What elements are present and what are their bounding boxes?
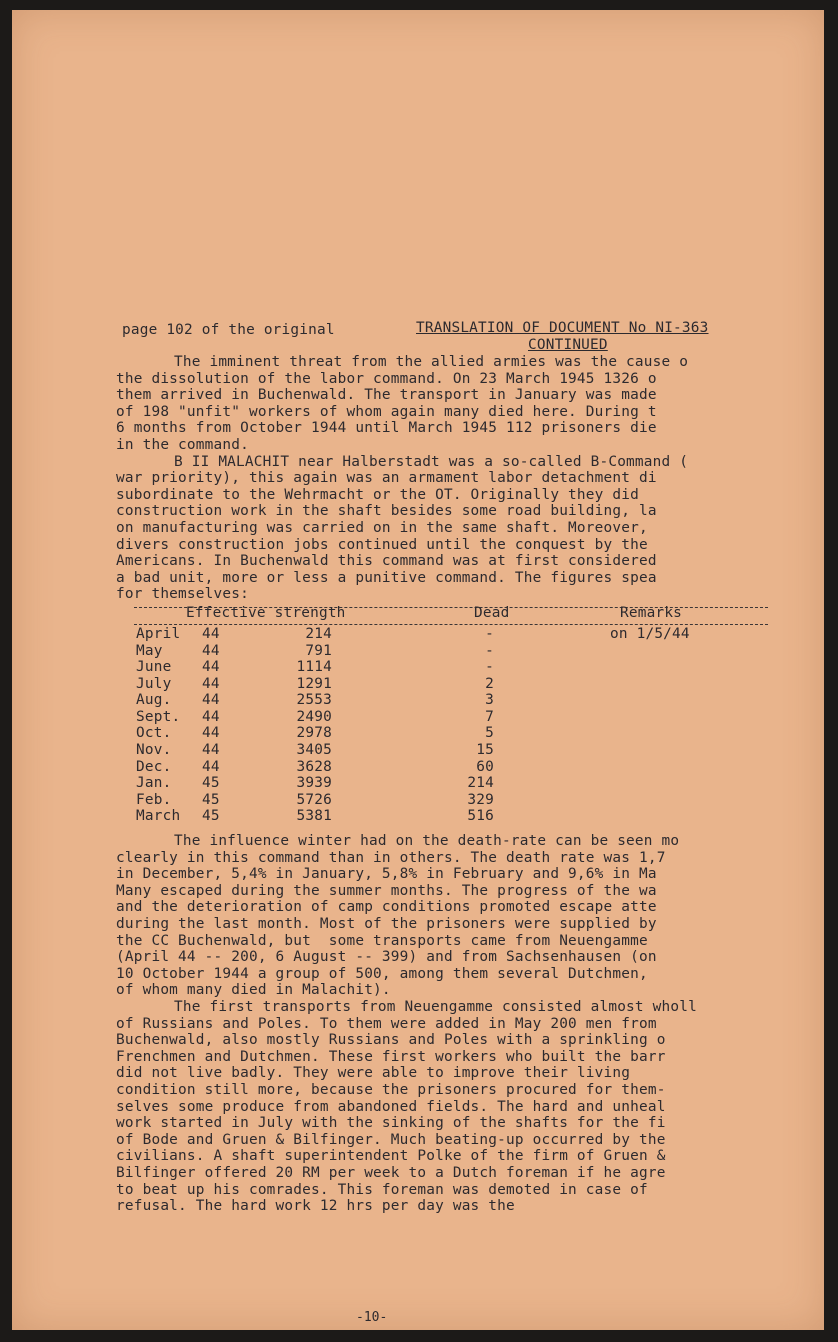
text-line: Buchenwald, also mostly Russians and Poles with a sprinkling o — [116, 1032, 666, 1049]
table-body — [116, 624, 836, 825]
cell-year: 45 — [202, 791, 220, 808]
text-line: The imminent threat from the allied armies was the cause o — [174, 354, 689, 370]
text-line: subordinate to the Wehrmacht or the OT. Originally they did — [116, 486, 639, 503]
paragraph-1 — [116, 354, 836, 454]
text-line: of 198 "unfit" workers of whom again many died here. During t — [116, 403, 657, 420]
page-number: -10- — [356, 1310, 388, 1325]
cell-month: Sept. — [136, 708, 181, 725]
col-header-dead: Dead — [474, 604, 510, 621]
document-title-line1: TRANSLATION OF DOCUMENT No NI-363 — [416, 320, 709, 336]
text-line: war priority), this again was an armament labor detachment di — [116, 470, 657, 487]
cell-effective: 3628 — [296, 758, 332, 775]
text-line: Americans. In Buchenwald this command was at first considered — [116, 553, 657, 570]
document-title — [416, 320, 838, 353]
cell-year: 45 — [202, 808, 220, 825]
text-line: clearly in this command than in others. The death rate was 1,7 — [116, 849, 666, 866]
cell-month: Dec. — [136, 758, 172, 775]
table-row — [116, 626, 836, 643]
table-row — [116, 709, 836, 726]
cell-dead: - — [485, 642, 494, 659]
page-header — [116, 318, 836, 354]
text-line: on manufacturing was carried on in the same shaft. Moreover, — [116, 519, 648, 536]
text-line: The first transports from Neuengamme consisted almost wholl — [174, 998, 697, 1015]
cell-month: July — [136, 675, 172, 692]
col-header-effective: Effective strength — [186, 604, 346, 621]
cell-dead: 7 — [485, 708, 494, 725]
text-line: of whom many died in Malachit). — [116, 982, 391, 999]
table-row — [116, 692, 836, 709]
text-line: Frenchmen and Dutchmen. These first workers who built the barr — [116, 1048, 666, 1065]
paragraph-3 — [116, 833, 836, 999]
cell-effective: 2978 — [296, 725, 332, 742]
text-line: refusal. The hard work 12 hrs per day was the — [116, 1198, 515, 1215]
cell-dead: 60 — [476, 758, 494, 775]
document-title-line2: CONTINUED — [528, 336, 608, 353]
table-row — [116, 759, 836, 776]
text-line: divers construction jobs continued until the conquest by the — [116, 536, 648, 553]
table-header-rule — [134, 624, 768, 625]
cell-year: 44 — [202, 625, 220, 642]
cell-dead: 5 — [485, 725, 494, 742]
table-header — [116, 605, 836, 624]
cell-year: 44 — [202, 725, 220, 742]
text-line: civilians. A shaft superintendent Polke of the firm of Gruen & — [116, 1148, 666, 1165]
text-line: the dissolution of the labor command. On 23 March 1945 1326 o — [116, 370, 657, 387]
strength-table — [116, 605, 836, 825]
text-line: Many escaped during the summer months. The progress of the wa — [116, 882, 657, 899]
cell-dead: 3 — [485, 692, 494, 709]
cell-effective: 5381 — [296, 808, 332, 825]
text-line: condition still more, because the prisoners procured for them- — [116, 1081, 666, 1098]
cell-year: 44 — [202, 675, 220, 692]
cell-month: Oct. — [136, 725, 172, 742]
cell-year: 44 — [202, 708, 220, 725]
table-row — [116, 659, 836, 676]
cell-year: 45 — [202, 775, 220, 792]
col-header-remarks: Remarks — [620, 604, 683, 621]
cell-dead: - — [485, 625, 494, 642]
cell-effective: 1291 — [296, 675, 332, 692]
table-row — [116, 643, 836, 660]
paragraph-4 — [116, 999, 836, 1215]
text-line: a bad unit, more or less a punitive command. The figures spea — [116, 569, 657, 586]
table-row — [116, 742, 836, 759]
text-line: in December, 5,4% in January, 5,8% in February and 9,6% in Ma — [116, 866, 657, 883]
table-row — [116, 725, 836, 742]
cell-year: 44 — [202, 659, 220, 676]
paragraph-2 — [116, 454, 836, 603]
text-line: in the command. — [116, 436, 249, 453]
cell-dead: 214 — [467, 775, 494, 792]
text-line: 10 October 1944 a group of 500, among them several Dutchmen, — [116, 965, 648, 982]
text-line: The influence winter had on the death-rate can be seen mo — [174, 833, 680, 850]
text-line: of Russians and Poles. To them were added in May 200 men from — [116, 1015, 657, 1032]
page-reference: page 102 of the original — [122, 322, 335, 338]
cell-year: 44 — [202, 758, 220, 775]
text-line: selves some produce from abandoned fields. The hard and unheal — [116, 1098, 666, 1115]
cell-effective: 5726 — [296, 791, 332, 808]
text-line: to beat up his comrades. This foreman was demoted in case of — [116, 1181, 648, 1198]
cell-dead: 329 — [467, 791, 494, 808]
cell-effective: 2553 — [296, 692, 332, 709]
text-line: did not live badly. They were able to improve their living — [116, 1065, 631, 1082]
cell-month: May — [136, 642, 163, 659]
cell-effective: 791 — [305, 642, 332, 659]
cell-month: April — [136, 625, 181, 642]
table-row — [116, 792, 836, 809]
cell-month: Jan. — [136, 775, 172, 792]
text-line: during the last month. Most of the prisoners were supplied by — [116, 916, 657, 932]
cell-dead: - — [485, 659, 494, 676]
text-line: the CC Buchenwald, but some transports came from Neuengamme — [116, 932, 648, 949]
cell-dead: 516 — [467, 808, 494, 825]
cell-effective: 2490 — [296, 708, 332, 725]
text-line: Bilfinger offered 20 RM per week to a Dutch foreman if he agre — [116, 1164, 666, 1181]
text-line: construction work in the shaft besides some road building, la — [116, 503, 657, 520]
cell-month: Nov. — [136, 742, 172, 759]
cell-month: Feb. — [136, 791, 172, 808]
cell-month: Aug. — [136, 692, 172, 709]
cell-month: June — [136, 659, 172, 676]
text-line: of Bode and Gruen & Bilfinger. Much beating-up occurred by the — [116, 1131, 666, 1148]
cell-effective: 3939 — [296, 775, 332, 792]
cell-month: March — [136, 808, 181, 825]
text-line: and the deterioration of camp conditions promoted escape atte — [116, 899, 657, 916]
table-row — [116, 808, 836, 825]
table-row — [116, 676, 836, 693]
cell-effective: 1114 — [296, 659, 332, 676]
text-line: them arrived in Buchenwald. The transport in January was made — [116, 387, 657, 404]
cell-remarks: on 1/5/44 — [610, 625, 690, 642]
text-line: (April 44 -- 200, 6 August -- 399) and from Sachsenhausen (on — [116, 949, 657, 966]
document-body — [116, 318, 836, 1215]
cell-effective: 214 — [305, 625, 332, 642]
cell-year: 44 — [202, 692, 220, 709]
cell-effective: 3405 — [296, 742, 332, 759]
text-line: B II MALACHIT near Halberstadt was a so-called B-Command ( — [174, 453, 689, 470]
text-line: work started in July with the sinking of the shafts for the fi — [116, 1115, 666, 1132]
table-row — [116, 775, 836, 792]
cell-dead: 2 — [485, 675, 494, 692]
cell-dead: 15 — [476, 742, 494, 759]
cell-year: 44 — [202, 742, 220, 759]
text-line: 6 months from October 1944 until March 1945 112 prisoners die — [116, 420, 657, 437]
cell-year: 44 — [202, 642, 220, 659]
text-line: for themselves: — [116, 586, 249, 603]
